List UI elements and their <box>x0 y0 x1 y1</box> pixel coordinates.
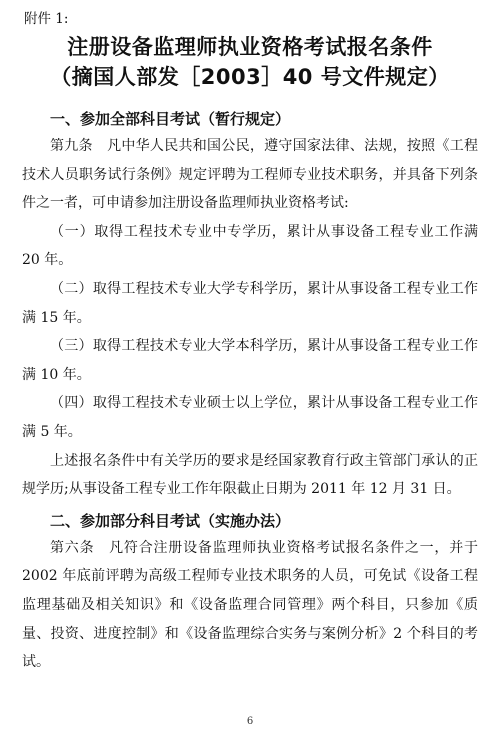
condition-item: （四）取得工程技术专业硕士以上学位，累计从事设备工程专业工作满 5 年。 <box>22 395 478 440</box>
education-note: 上述报名条件中有关学历的要求是经国家教育行政主管部门承认的正规学历;从事设备工程专业工作年限截止日期为 2011 年 12 月 31 日。 <box>22 452 478 498</box>
attachment-label: 附件 1: <box>24 11 69 27</box>
section-heading-full-exam: 一、参加全部科目考试（暂行规定） <box>50 110 291 128</box>
condition-item: （二）取得工程技术专业大学专科学历，累计从事设备工程专业工作满 15 年。 <box>22 280 478 326</box>
condition-item: （三）取得工程技术专业大学本科学历，累计从事设备工程专业工作满 10 年。 <box>22 338 478 383</box>
section-heading-partial-exam: 二、参加部分科目考试（实施办法） <box>50 511 291 530</box>
document-subtitle: （摘国人部发［2003］40 号文件规定） <box>50 65 450 89</box>
article-six: 第六条 凡符合注册设备监理师执业资格考试报名条件之一，并于 2002 年底前评聘为高级工程师专业技术职务的人员，可免试《设备工程监理基础及相关知识》和《设备监理合同管理》两个科目，只参加《质量、投资、进度控制》和《设备监理综合实务与案例分析》2 个科目的考试。 <box>22 539 478 671</box>
article-nine: 第九条 凡中华人民共和国公民，遵守国家法律、法规，按照《工程技术人员职务试行条例》规定评聘为工程师专业技术职务，并具备下列条件之一者，可申请参加注册设备监理师执业资格考试: <box>22 138 478 212</box>
condition-item: （一）取得工程技术专业中专学历，累计从事设备工程专业工作满 20 年。 <box>22 223 478 269</box>
document-title: 注册设备监理师执业资格考试报名条件 <box>67 35 433 59</box>
page-number: 6 <box>246 716 254 727</box>
